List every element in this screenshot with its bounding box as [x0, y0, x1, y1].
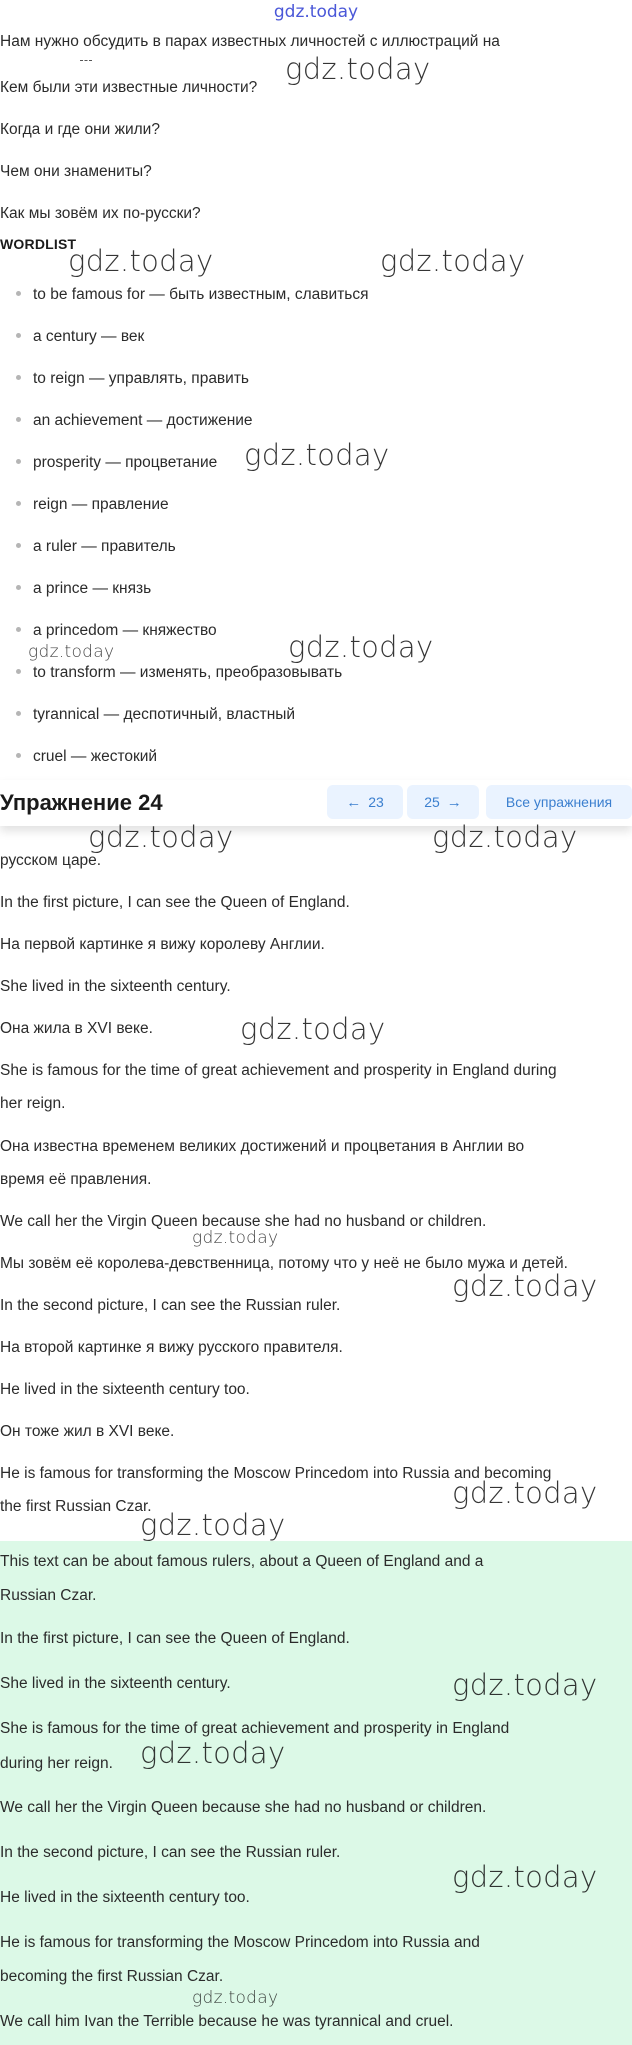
arrow-right-icon: → [446, 793, 462, 811]
bullet-icon [16, 375, 21, 380]
bullet-icon [16, 459, 21, 464]
wordlist-item: reign — правление [0, 495, 169, 515]
watermark: gdz.today [432, 820, 578, 854]
answer-line: We call him Ivan the Terrible because he was tyrannical and cruel. [0, 2013, 454, 2030]
wordlist-item: a century — век [0, 327, 144, 347]
watermark: gdz.today [452, 1476, 598, 1510]
wordlist-item: a prince — князь [0, 579, 151, 599]
translation-line: In the second picture, I can see the Russian ruler. [0, 1297, 341, 1314]
watermark: gdz.today [88, 820, 234, 854]
bullet-icon [16, 711, 21, 716]
answer-line: Russian Czar. [0, 1587, 97, 1604]
translation-line: her reign. [0, 1095, 66, 1112]
watermark: gdz.today [192, 1228, 279, 1248]
exercise-title: Упражнение 24 [0, 790, 163, 815]
answer-line: She is famous for the time of great achievement and prosperity in England [0, 1720, 510, 1737]
wordlist-item: a princedom — княжество [0, 621, 217, 641]
top-watermark: gdz.today [273, 2, 359, 22]
watermark: gdz.today [68, 244, 214, 278]
translation-line: Он тоже жил в XVI веке. [0, 1423, 175, 1440]
bullet-icon [16, 333, 21, 338]
answer-line: We call her the Virgin Queen because she had no husband or children. [0, 1799, 487, 1816]
all-exercises-button[interactable] [486, 785, 632, 819]
all-exercises-label: Все упражнения [505, 794, 613, 810]
bullet-icon [16, 669, 21, 674]
bullet-icon [16, 543, 21, 548]
watermark: gdz.today [288, 630, 434, 664]
prev-exercise-label: 23 [368, 794, 384, 810]
bullet-icon [16, 501, 21, 506]
wordlist-item: tyrannical — деспотичный, властный [0, 705, 295, 725]
answer-line: becoming the first Russian Czar. [0, 1968, 224, 1985]
watermark: gdz.today [452, 1269, 598, 1303]
wordlist-item: to be famous for — быть известным, славиться [0, 285, 369, 305]
translation-line: На второй картинке я вижу русского правителя. [0, 1339, 343, 1356]
answer-box [0, 1541, 632, 2045]
answer-line: This text can be about famous rulers, about a Queen of England and a [0, 1553, 484, 1570]
translation-line: Она известна временем великих достижений и процветания в Англии во [0, 1138, 525, 1155]
question-1: Кем были эти известные личности? [0, 79, 258, 96]
translation-line: На первой картинке я вижу королеву Англии. [0, 936, 325, 953]
next-exercise-label: 25 [424, 794, 440, 810]
watermark: gdz.today [240, 1012, 386, 1046]
answer-line: In the second picture, I can see the Russian ruler. [0, 1844, 341, 1861]
wordlist-item: to transform — изменять, преобразовывать [0, 663, 342, 683]
translation-line: In the first picture, I can see the Queen of England. [0, 894, 350, 911]
translation-line: She is famous for the time of great achievement and prosperity in England during [0, 1062, 557, 1079]
bullet-icon [16, 753, 21, 758]
bullet-icon [16, 291, 21, 296]
watermark: gdz.today [140, 1508, 286, 1542]
translation-line: the first Russian Czar. [0, 1498, 152, 1515]
answer-line: He is famous for transforming the Moscow Princedom into Russia and [0, 1934, 480, 1951]
watermark: gdz.today [28, 642, 115, 662]
answer-line: In the first picture, I can see the Queen of England. [0, 1630, 350, 1647]
wordlist-item: to reign — управлять, править [0, 369, 249, 389]
watermark: gdz.today [285, 52, 431, 86]
bullet-icon [16, 627, 21, 632]
answer-line: during her reign. [0, 1755, 113, 1772]
translation-line: He lived in the sixteenth century too. [0, 1381, 250, 1398]
bullet-icon [16, 585, 21, 590]
translation-line: We call her the Virgin Queen because she had no husband or children. [0, 1213, 487, 1230]
arrow-left-icon: ← [346, 793, 362, 811]
wordlist-item: a ruler — правитель [0, 537, 176, 557]
answer-line: She lived in the sixteenth century. [0, 1675, 231, 1692]
dash-mark [80, 60, 92, 63]
wordlist-heading: WORDLIST [0, 236, 77, 252]
translation-line: He is famous for transforming the Moscow Princedom into Russia and becoming [0, 1465, 552, 1482]
translation-line: русском царе. [0, 852, 102, 869]
wordlist-item: prosperity — процветание [0, 453, 217, 473]
watermark: gdz.today [452, 1860, 598, 1894]
translation-line: Она жила в XVI веке. [0, 1020, 153, 1037]
question-4: Как мы зовём их по-русски? [0, 205, 201, 222]
task-instruction: Нам нужно обсудить в парах известных личностей с иллюстраций на [0, 33, 500, 50]
translation-line: She lived in the sixteenth century. [0, 978, 231, 995]
question-2: Когда и где они жили? [0, 121, 160, 138]
translation-line: Мы зовём её королева-девственница, потому что у неё не было мужа и детей. [0, 1255, 568, 1272]
answer-line: He lived in the sixteenth century too. [0, 1889, 250, 1906]
wordlist-item: cruel — жестокий [0, 747, 157, 767]
next-exercise-button[interactable] [407, 785, 479, 819]
translation-line: время её правления. [0, 1171, 152, 1188]
watermark: gdz.today [380, 244, 526, 278]
watermark: gdz.today [192, 1988, 279, 2008]
wordlist-item: an achievement — достижение [0, 411, 253, 431]
prev-exercise-button[interactable] [327, 785, 403, 819]
watermark: gdz.today [452, 1668, 598, 1702]
question-3: Чем они знамениты? [0, 163, 152, 180]
watermark: gdz.today [244, 438, 390, 472]
watermark: gdz.today [140, 1736, 286, 1770]
bullet-icon [16, 417, 21, 422]
